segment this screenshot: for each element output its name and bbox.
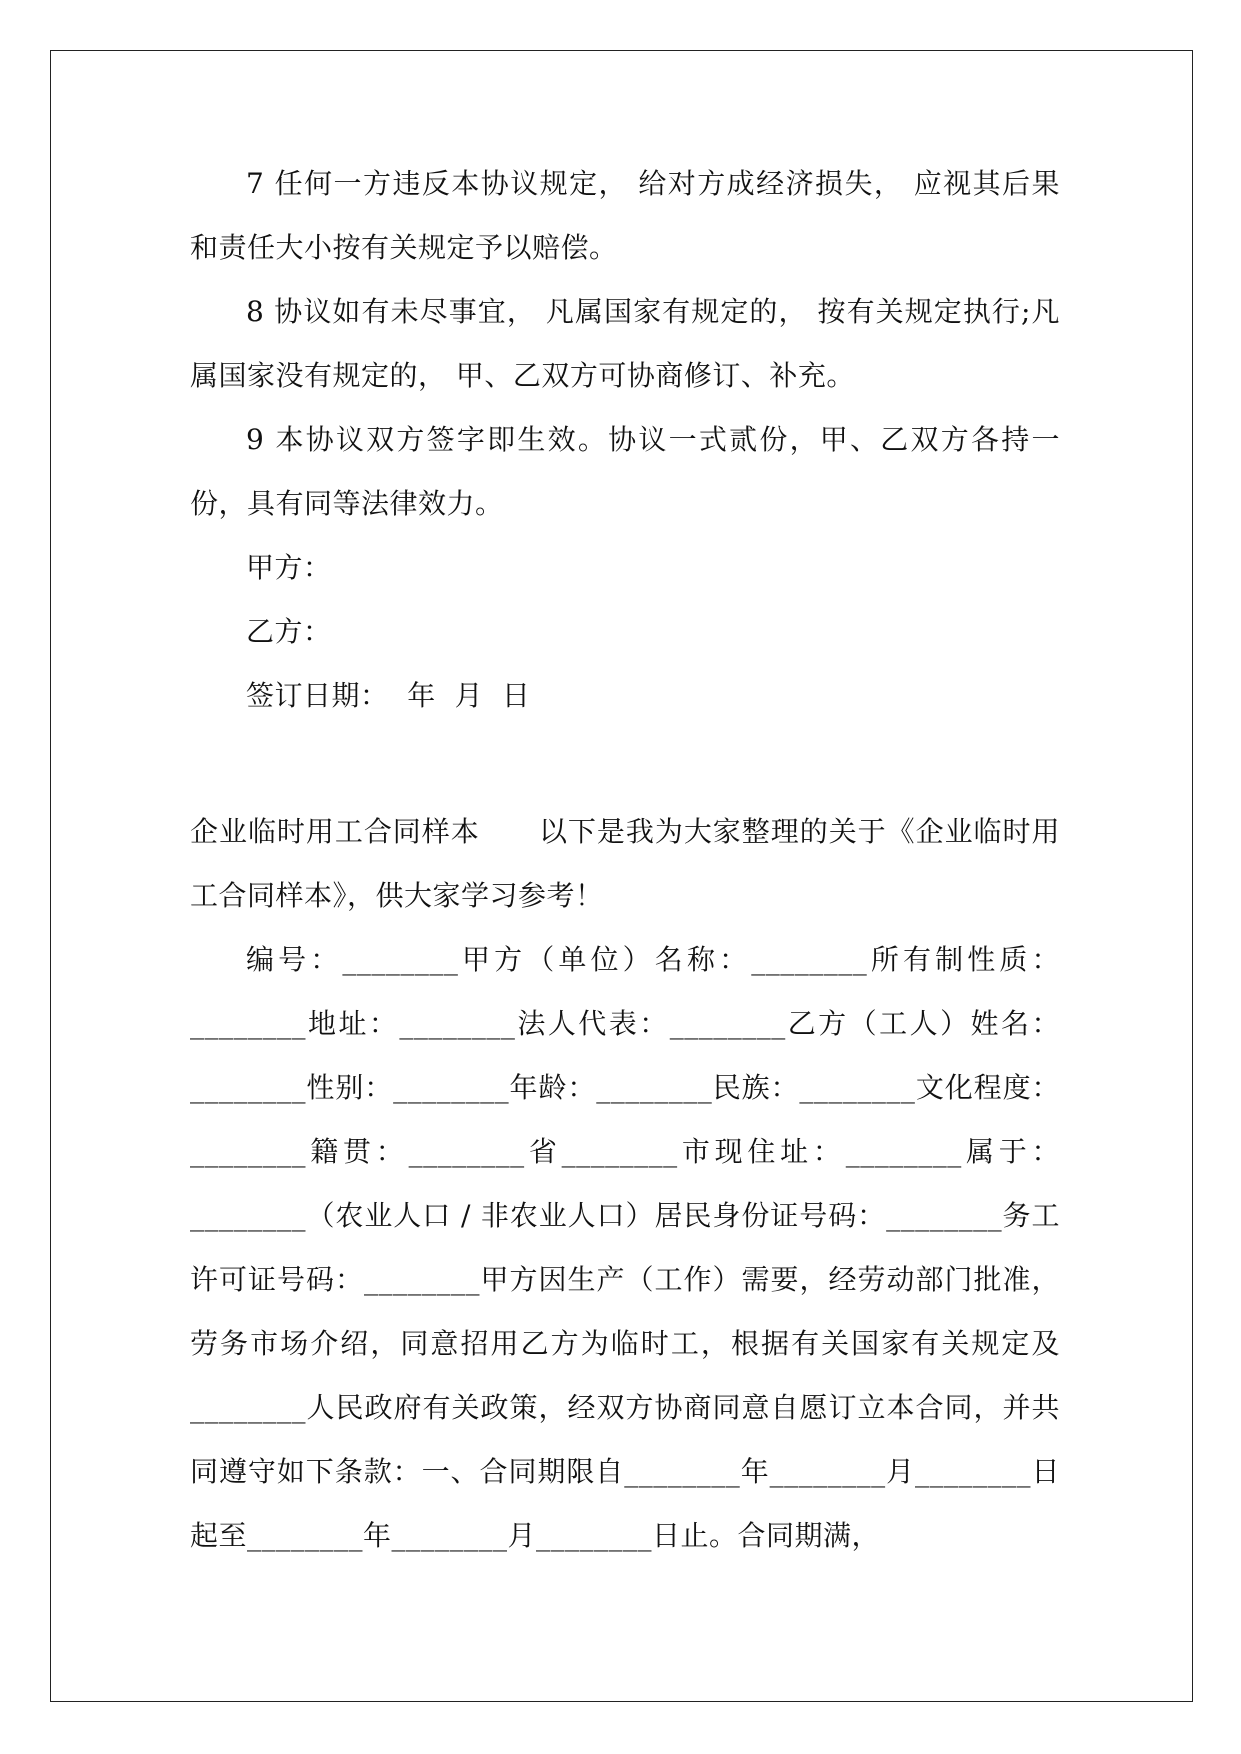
contract-intro: 企业临时用工合同样本 以下是我为大家整理的关于《企业临时用工合同样本》，供大家学习参考！ — [190, 815, 1060, 912]
clause-7: 7 任何一方违反本协议规定， 给对方成经济损失， 应视其后果和责任大小按有关规定予以赔偿。 — [190, 167, 1060, 264]
signing-date: 签订日期： 年 月 日 — [246, 679, 531, 712]
party-a-signature: 甲方： — [246, 551, 332, 584]
clause-9: 9 本协议双方签字即生效。协议一式贰份，甲、乙双方各持一份，具有同等法律效力。 — [190, 423, 1060, 520]
contract-body: 编号：________甲方（单位）名称：________所有制性质：________地址：________法人代表：________乙方（工人）姓名：________性别：________年龄：________民族：________文化程度：________籍贯：________省________市现住址：________属于：________（农业人口 / 非农业人口）居民身份证号码：________务工许可证号码：________甲方因生产（工作）需要，经劳动部门批准，劳务市场介绍，同意招用乙方为临时工，根据有关国家有关规定及________人民政府有关政策，经双方协商同意自愿订立本合同，并共同遵守如下条款：一、合同期限自________年________月________日起至________年________月________日止。合同期满， — [190, 943, 1060, 1552]
agreement-clauses-section — [190, 152, 1060, 728]
contract-sample-section — [190, 800, 1060, 1568]
clause-8: 8 协议如有未尽事宜， 凡属国家有规定的， 按有关规定执行;凡属国家没有规定的， 甲、乙双方可协商修订、补充。 — [190, 295, 1060, 392]
party-b-signature: 乙方： — [246, 615, 332, 648]
